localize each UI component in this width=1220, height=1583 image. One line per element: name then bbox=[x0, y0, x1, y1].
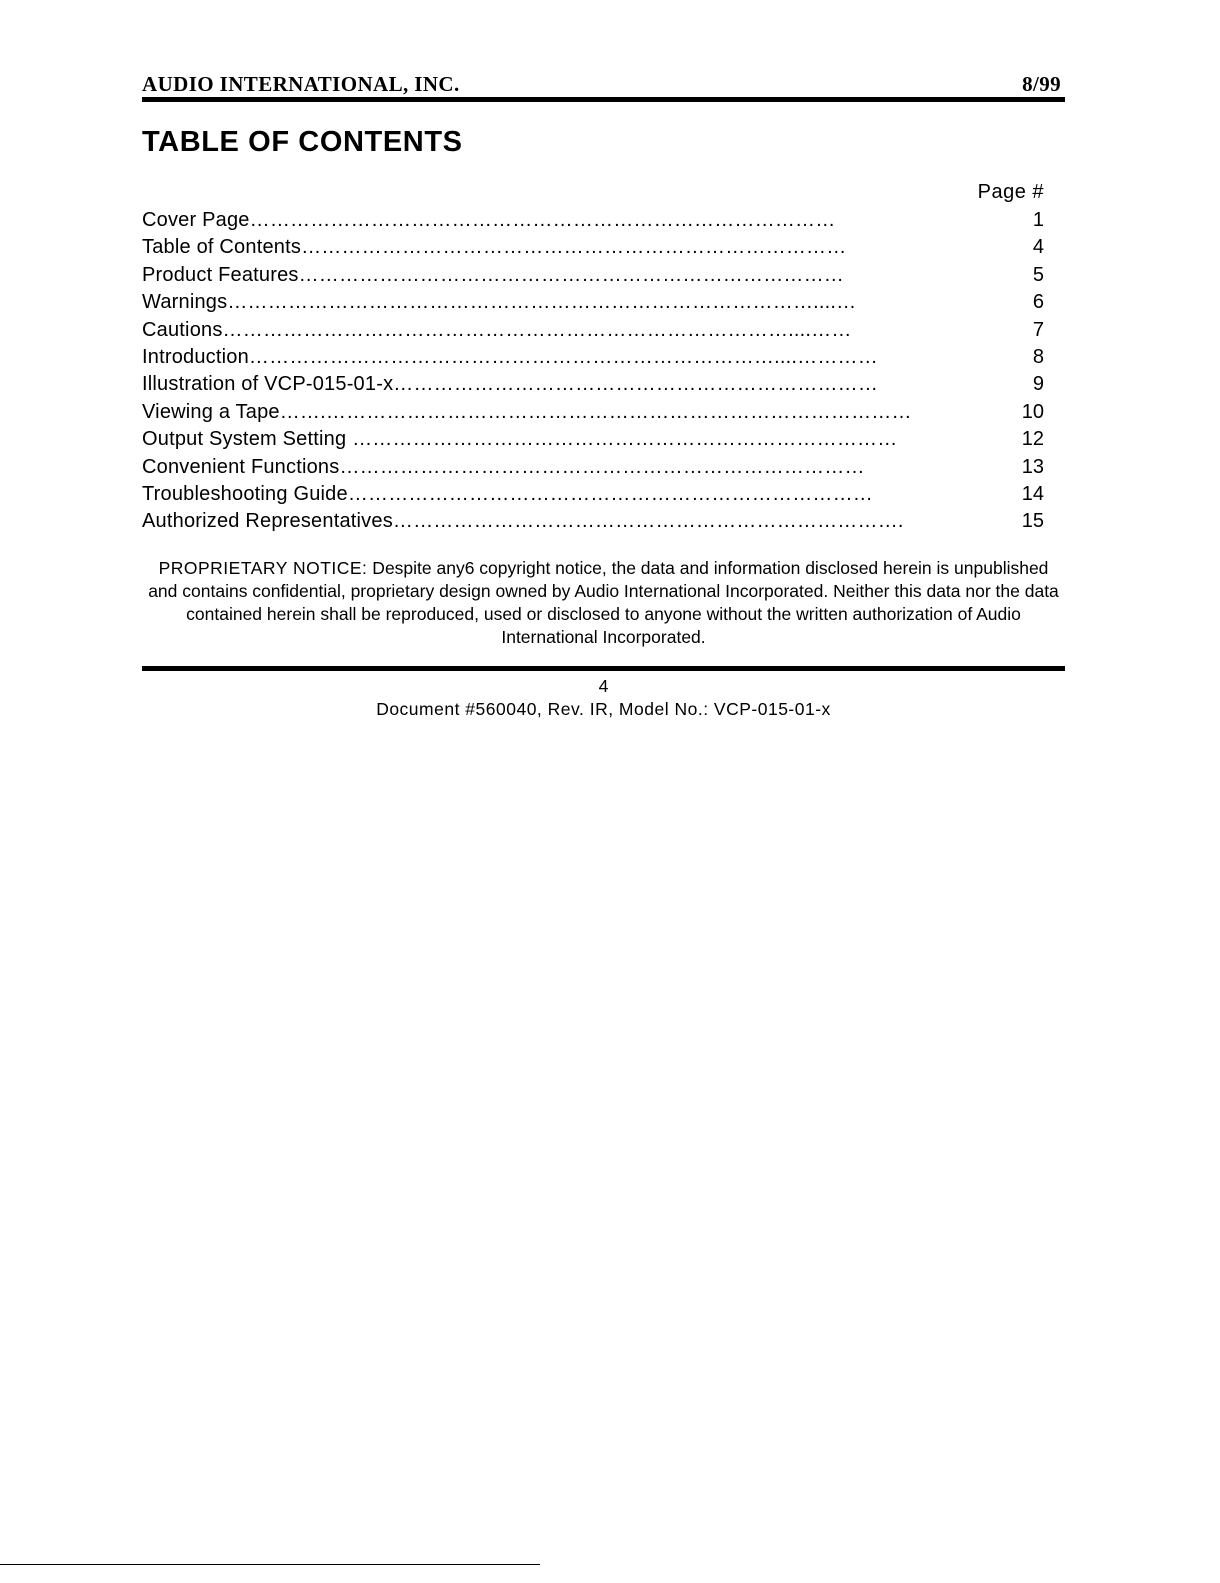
toc-entry-label: Introduction bbox=[142, 345, 249, 368]
toc-entry-leader: ……………………………………………………………………… bbox=[301, 236, 847, 259]
page-header bbox=[142, 70, 1065, 98]
toc-entry-convenient-functions bbox=[142, 454, 1044, 481]
toc-entry-page: 6 bbox=[1032, 291, 1044, 314]
toc-entry-leader: …………………………………………………………………… bbox=[339, 455, 865, 478]
proprietary-notice bbox=[142, 557, 1065, 649]
toc-entry-label: Authorized Representatives bbox=[142, 510, 393, 533]
company-name: AUDIO INTERNATIONAL, INC. bbox=[142, 72, 460, 96]
toc-entry-leader: …….…………………………………………………………………………… bbox=[279, 400, 912, 423]
toc-entry-illustration bbox=[142, 371, 1044, 398]
toc-entry-output-system-setting bbox=[142, 426, 1044, 453]
toc-entry-page: 12 bbox=[1021, 428, 1044, 451]
toc-entry-label: Table of Contents bbox=[142, 236, 302, 259]
toc-entry-leader: ……………………………………………………………………… bbox=[298, 263, 845, 286]
toc-entry-leader: …………………………………………………………………………....…… bbox=[222, 318, 852, 341]
toc-entry-page: 13 bbox=[1021, 455, 1044, 478]
toc-entry-product-features bbox=[142, 262, 1044, 289]
toc-entry-label: Convenient Functions bbox=[142, 455, 340, 478]
footer-rule bbox=[142, 666, 1065, 671]
toc-entry-leader: …………………………………………………………………. bbox=[392, 510, 904, 533]
toc-entry-authorized-representatives bbox=[142, 508, 1044, 535]
header-date: 8/99 bbox=[1022, 72, 1061, 96]
toc-entry-page: 9 bbox=[1032, 373, 1044, 396]
toc-entry-label: Viewing a Tape bbox=[142, 400, 280, 423]
document-number: Document #560040, Rev. IR, Model No.: VCP-015-01-x bbox=[376, 699, 831, 719]
toc-entry-label: Cautions bbox=[142, 318, 223, 341]
toc-entry-label: Illustration of VCP-015-01-x bbox=[142, 373, 394, 396]
toc-entry-label: Warnings bbox=[142, 291, 228, 314]
toc-entry-table-of-contents bbox=[142, 234, 1044, 261]
toc-entry-label: Output System Setting bbox=[142, 428, 353, 451]
toc-entry-introduction bbox=[142, 344, 1044, 371]
page-column-label: Page # bbox=[977, 181, 1044, 203]
toc-entry-leader: ……………………………………………………………………… bbox=[352, 428, 898, 451]
toc-entry-leader: ……………………………………………………………… bbox=[393, 373, 879, 396]
page-title: TABLE OF CONTENTS bbox=[142, 126, 463, 158]
toc-entry-troubleshooting-guide bbox=[142, 481, 1044, 508]
toc-entry-page: 4 bbox=[1032, 236, 1044, 259]
toc-entry-page: 8 bbox=[1032, 345, 1044, 368]
toc-entry-viewing-a-tape bbox=[142, 399, 1044, 426]
toc-entry-label: Product Features bbox=[142, 263, 299, 286]
toc-entry-leader: …………………………………………………………………………… bbox=[249, 209, 836, 231]
toc-entry-page: 14 bbox=[1021, 482, 1044, 505]
toc-entry-page: 10 bbox=[1021, 400, 1044, 423]
toc-entry-page: 15 bbox=[1021, 510, 1044, 533]
toc-entry-cautions bbox=[142, 317, 1044, 344]
toc-entry-page: 5 bbox=[1032, 263, 1044, 286]
toc-entry-leader: ……………………………………………………………………………....… bbox=[227, 291, 857, 314]
toc-entry-warnings bbox=[142, 289, 1044, 316]
toc-entry-leader: ……………………………………………………………………....………… bbox=[248, 345, 878, 368]
toc-entry-label: Troubleshooting Guide bbox=[142, 482, 348, 505]
page-edge-line bbox=[0, 1564, 540, 1565]
table-of-contents bbox=[142, 207, 1044, 536]
notice-body: Despite any6 copyright notice, the data and information disclosed herein is unpublished and contains confidential, proprietary design owned by Audio International Incorporated. Neither this data nor the data contained herein shall be reproduced, used or disclosed to anyone without the written authorization of Audio International Incorporated. bbox=[148, 558, 1059, 647]
toc-entry-page: 7 bbox=[1032, 318, 1044, 341]
notice-lead: PROPRIETARY NOTICE: bbox=[158, 558, 368, 578]
toc-entry-leader: …………………………………………………………………… bbox=[347, 482, 874, 505]
header-rule bbox=[142, 97, 1065, 102]
toc-entry-label: Cover Page bbox=[142, 209, 250, 231]
toc-entry-cover-page bbox=[142, 207, 1044, 234]
toc-entry-page: 1 bbox=[1032, 209, 1044, 231]
page-number: 4 bbox=[598, 676, 609, 696]
